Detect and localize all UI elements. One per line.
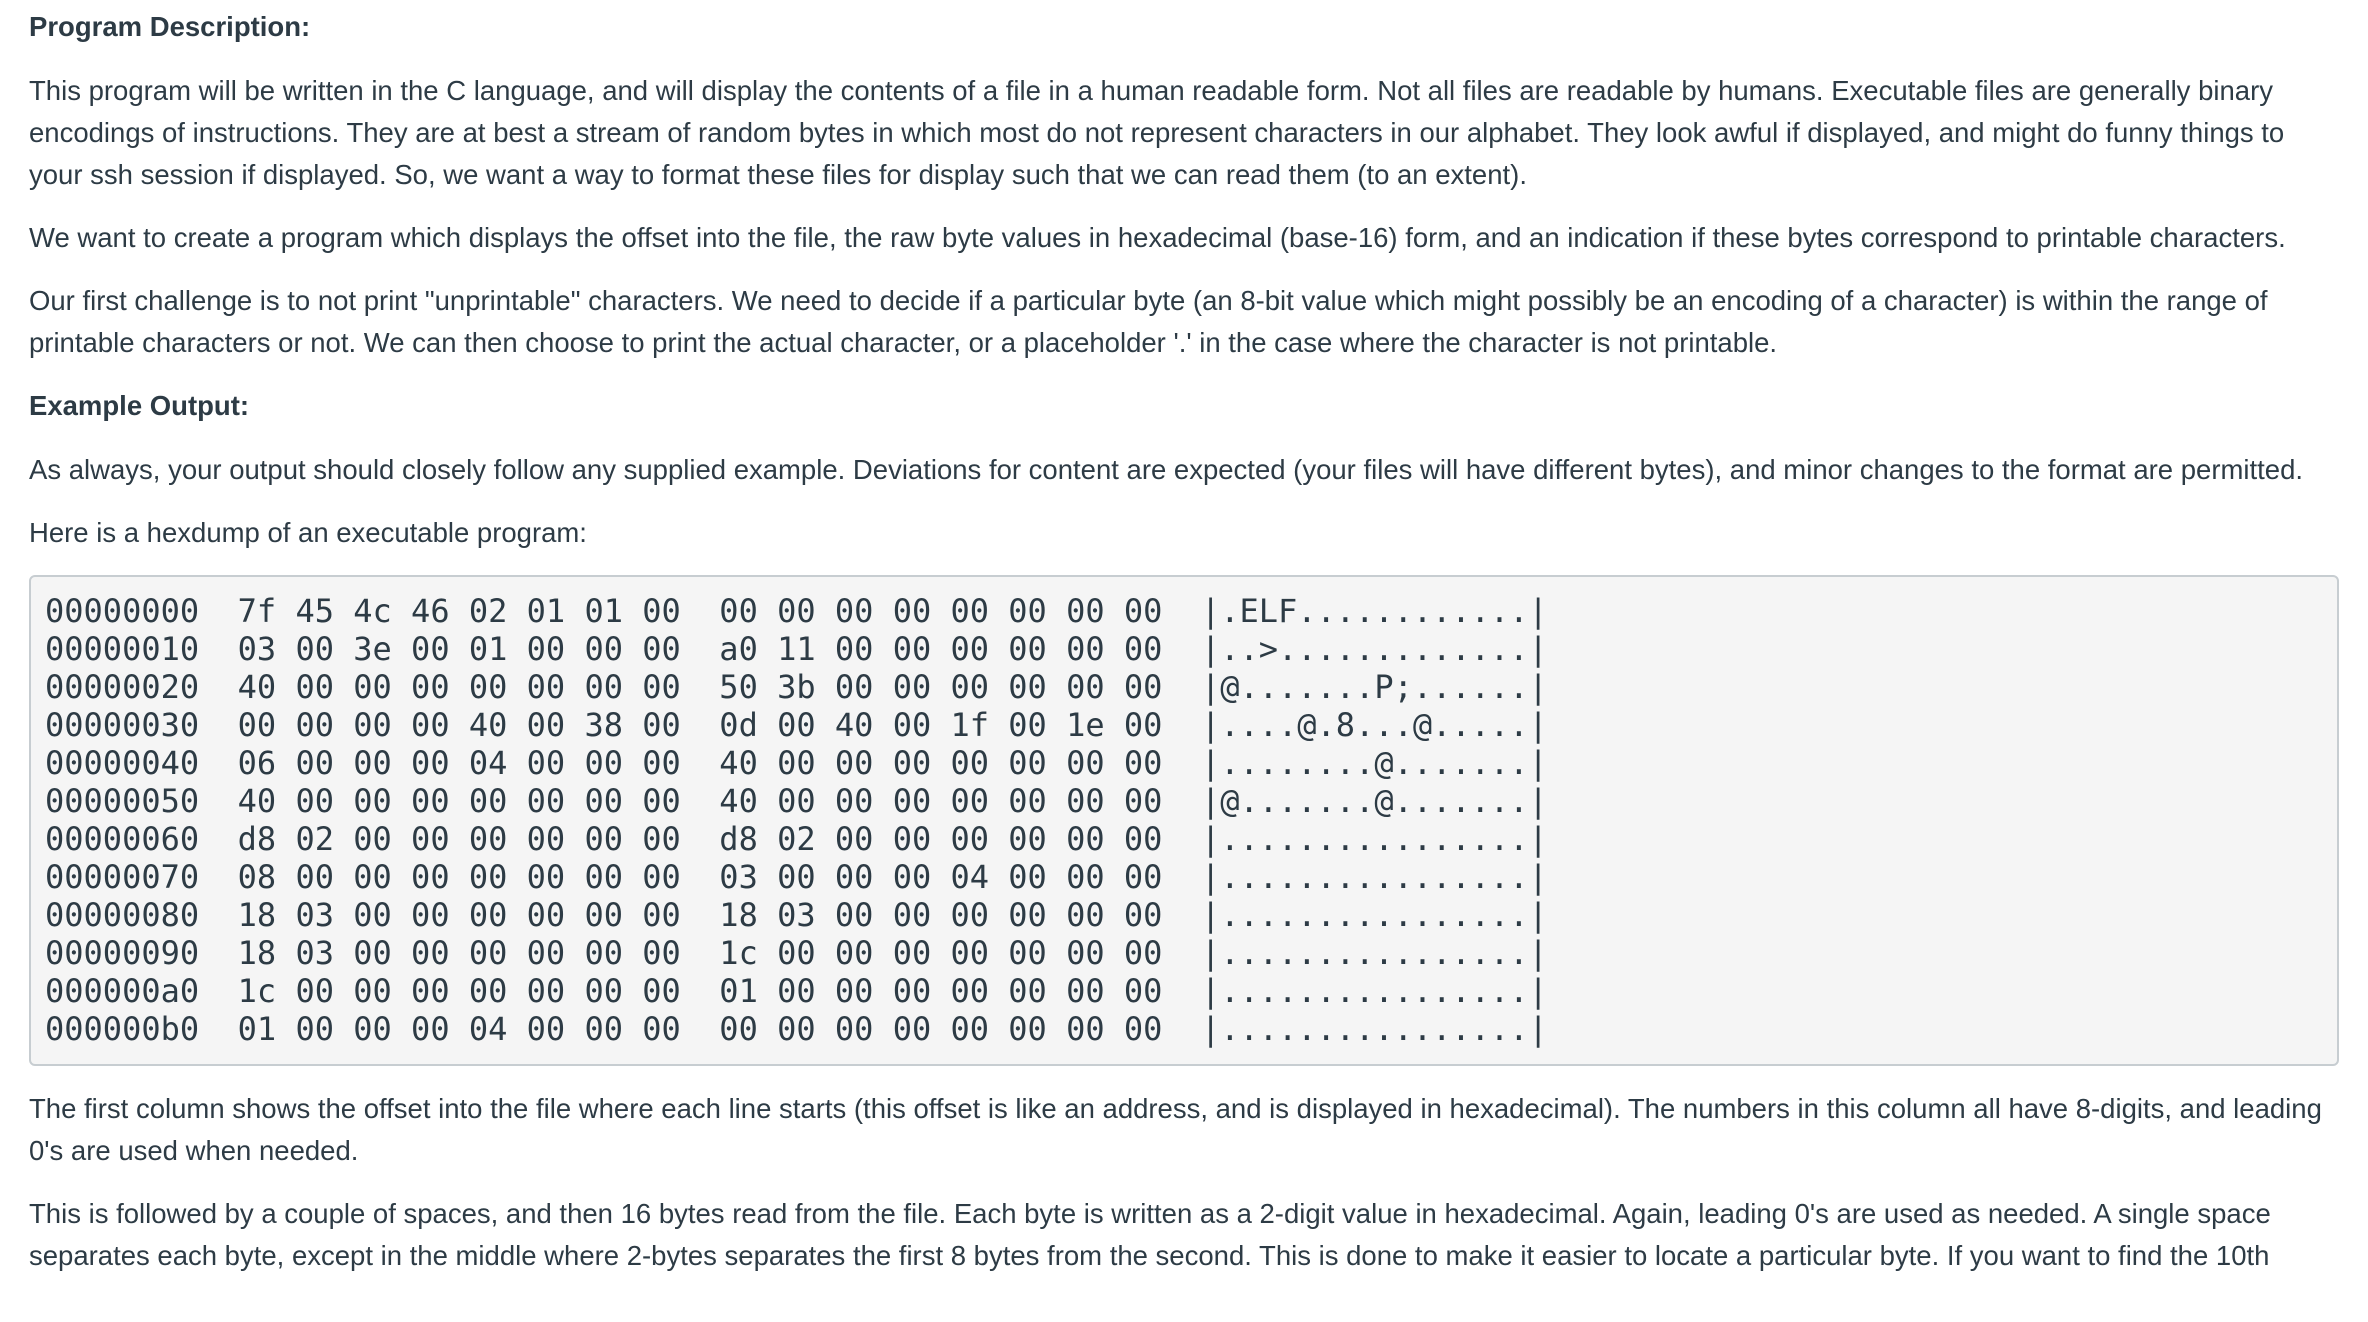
heading-example-output: Example Output:: [29, 390, 250, 421]
hexdump-offset: 000000a0: [45, 972, 200, 1010]
hexdump-hex-second-half: a0 11 00 00 00 00 00 00: [719, 630, 1163, 668]
hexdump-hex-second-half: 00 00 00 00 00 00 00 00: [719, 592, 1163, 630]
hexdump-offset: 00000070: [45, 858, 200, 896]
hexdump-ascii: |................|: [1200, 820, 1548, 858]
paragraph-byte-format: This is followed by a couple of spaces, and then 16 bytes read from the file. Each byte is written as a 2-digit value in hexadecimal. Again, leading 0's are used as needed. A single space separates each byte, except in the middle where 2-bytes separates the first 8 bytes from the second. This is done to make it easier to locate a particular byte. If you want to find the 10th: [29, 1198, 2271, 1271]
hexdump-row: [45, 858, 2323, 896]
hexdump-ascii: |.ELF............|: [1200, 592, 1548, 630]
hexdump-ascii: |........@.......|: [1200, 744, 1548, 782]
hexdump-hex-first-half: 18 03 00 00 00 00 00 00: [237, 896, 681, 934]
paragraph-intro: This program will be written in the C language, and will display the contents of a file in a human readable form. Not all files are readable by humans. Executable files are generally binary encodings of instructions. They are at best a stream of random bytes in which most do not represent characters in our alphabet. They look awful if displayed, and might do funny things to your ssh session if displayed. So, we want a way to format these files for display such that we can read them (to an extent).: [29, 75, 2285, 190]
hexdump-row: [45, 668, 2323, 706]
hexdump-row: [45, 706, 2323, 744]
paragraph-goal: We want to create a program which displays the offset into the file, the raw byte values in hexadecimal (base-16) form, and an indication if these bytes correspond to printable characters.: [29, 222, 2286, 253]
hexdump-row: [45, 630, 2323, 668]
hexdump-hex-second-half: 03 00 00 00 04 00 00 00: [719, 858, 1163, 896]
hexdump-hex-second-half: 0d 00 40 00 1f 00 1e 00: [719, 706, 1163, 744]
hexdump-hex-first-half: 00 00 00 00 40 00 38 00: [237, 706, 681, 744]
hexdump-offset: 00000000: [45, 592, 200, 630]
hexdump-hex-first-half: 06 00 00 00 04 00 00 00: [237, 744, 681, 782]
hexdump-ascii: |................|: [1200, 1010, 1548, 1048]
hexdump-hex-first-half: 40 00 00 00 00 00 00 00: [237, 668, 681, 706]
hexdump-offset: 00000030: [45, 706, 200, 744]
heading-program-description: Program Description:: [29, 11, 311, 42]
hexdump-hex-second-half: 18 03 00 00 00 00 00 00: [719, 896, 1163, 934]
hexdump-row: [45, 592, 2323, 630]
hexdump-ascii: |................|: [1200, 934, 1548, 972]
hexdump-ascii: |@.......@.......|: [1200, 782, 1548, 820]
hexdump-offset: 00000040: [45, 744, 200, 782]
hexdump-row: [45, 972, 2323, 1010]
hexdump-row: [45, 744, 2323, 782]
hexdump-hex-first-half: 1c 00 00 00 00 00 00 00: [237, 972, 681, 1010]
hexdump-hex-first-half: 03 00 3e 00 01 00 00 00: [237, 630, 681, 668]
hexdump-hex-second-half: 1c 00 00 00 00 00 00 00: [719, 934, 1163, 972]
hexdump-hex-second-half: 01 00 00 00 00 00 00 00: [719, 972, 1163, 1010]
hexdump-row: [45, 820, 2323, 858]
hexdump-hex-first-half: 7f 45 4c 46 02 01 01 00: [237, 592, 681, 630]
hexdump-hex-first-half: 40 00 00 00 00 00 00 00: [237, 782, 681, 820]
hexdump-hex-second-half: 40 00 00 00 00 00 00 00: [719, 782, 1163, 820]
hexdump-ascii: |..>.............|: [1200, 630, 1548, 668]
hexdump-ascii: |................|: [1200, 972, 1548, 1010]
hexdump-row: [45, 896, 2323, 934]
hexdump-offset: 00000090: [45, 934, 200, 972]
hexdump-ascii: |................|: [1200, 896, 1548, 934]
paragraph-follow-example: As always, your output should closely follow any supplied example. Deviations for content are expected (your files will have different bytes), and minor changes to the format are permitted.: [29, 454, 2304, 485]
hexdump-ascii: |@.......P;......|: [1200, 668, 1548, 706]
hexdump-hex-first-half: 08 00 00 00 00 00 00 00: [237, 858, 681, 896]
hexdump-hex-second-half: 00 00 00 00 00 00 00 00: [719, 1010, 1163, 1048]
hexdump-ascii: |................|: [1200, 858, 1548, 896]
hexdump-offset: 00000050: [45, 782, 200, 820]
paragraph-challenge: Our first challenge is to not print "unprintable" characters. We need to decide if a particular byte (an 8-bit value which might possibly be an encoding of a character) is within the range of printable characters or not. We can then choose to print the actual character, or a placeholder '.' in the case where the character is not printable.: [29, 285, 2268, 358]
hexdump-offset: 00000010: [45, 630, 200, 668]
hexdump-code-block: [29, 575, 2339, 1066]
hexdump-offset: 00000020: [45, 668, 200, 706]
hexdump-ascii: |....@.8...@.....|: [1200, 706, 1548, 744]
hexdump-hex-second-half: d8 02 00 00 00 00 00 00: [719, 820, 1163, 858]
paragraph-first-column: The first column shows the offset into the file where each line starts (this offset is like an address, and is displayed in hexadecimal). The numbers in this column all have 8-digits, and leading 0's are used when needed.: [29, 1093, 2322, 1166]
hexdump-offset: 00000080: [45, 896, 200, 934]
hexdump-offset: 000000b0: [45, 1010, 200, 1048]
hexdump-hex-first-half: 18 03 00 00 00 00 00 00: [237, 934, 681, 972]
hexdump-hex-second-half: 50 3b 00 00 00 00 00 00: [719, 668, 1163, 706]
hexdump-row: [45, 1010, 2323, 1048]
hexdump-hex-first-half: d8 02 00 00 00 00 00 00: [237, 820, 681, 858]
hexdump-row: [45, 782, 2323, 820]
hexdump-row: [45, 934, 2323, 972]
hexdump-offset: 00000060: [45, 820, 200, 858]
hexdump-hex-first-half: 01 00 00 00 04 00 00 00: [237, 1010, 681, 1048]
hexdump-hex-second-half: 40 00 00 00 00 00 00 00: [719, 744, 1163, 782]
paragraph-hexdump-intro: Here is a hexdump of an executable program:: [29, 517, 587, 548]
